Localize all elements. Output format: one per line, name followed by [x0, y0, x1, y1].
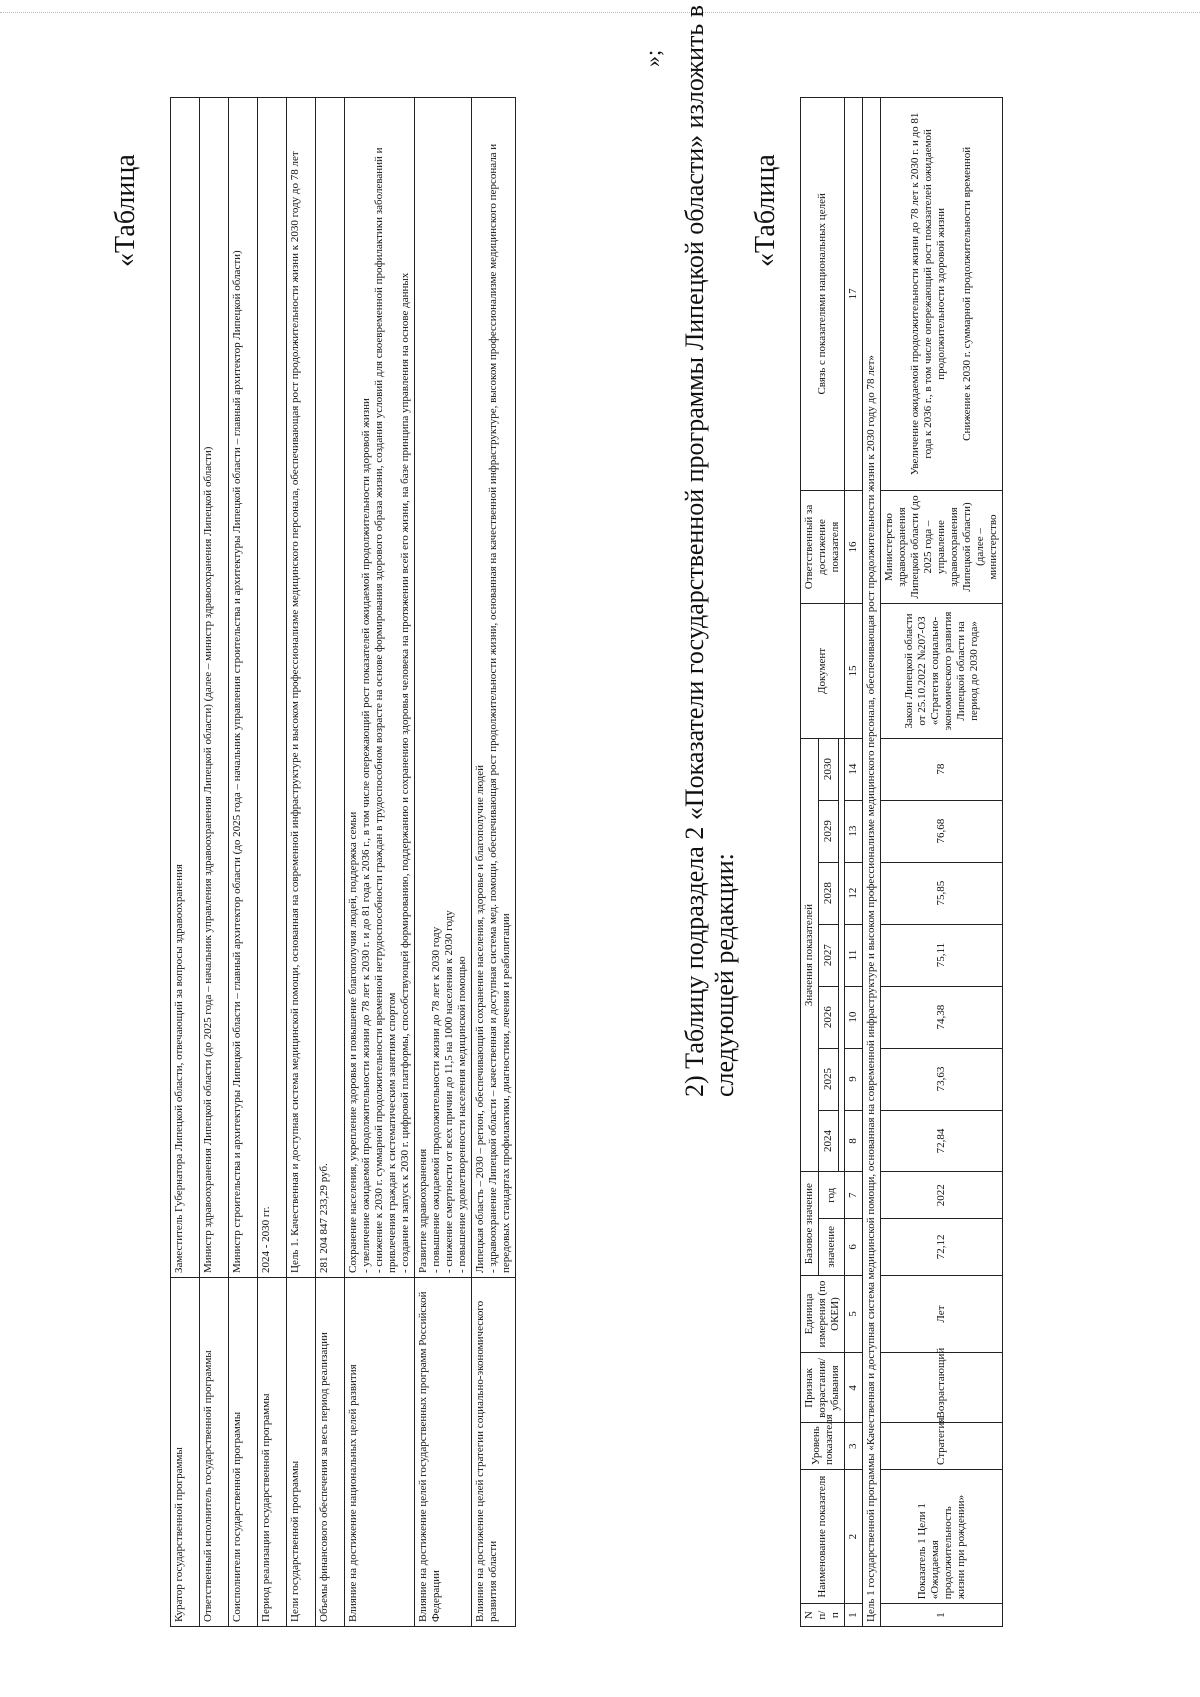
passport-value: Сохранение населения, укрепление здоровья и повышение благополучия людей, поддержка семьи - увеличение ожидаемой продолжительности жизни до 78 лет к 2030 г. и до 81 года к 2036 г., в том числе опережающий рост показателей ожидаемой продолжительности здоровой жизни - снижение к 2030 г. суммарной продолжительности временной нетрудоспособности граждан в трудоспособном возрасте на основе формирования здорового образа жизни, создания условий для своевременной профилактики заболеваний и привлечения граждан к систематическим занятиям спортом - создание и запуск к 2030 г. цифровой платформы, способствующей формированию, поддержанию и сохранению здоровья человека на протяжении всей его жизни, на базе принципа управления на основе данных	[345, 98, 415, 1278]
column-number: 10	[845, 986, 863, 1048]
program-passport-table	[170, 97, 516, 1627]
cell-val: 73,63	[881, 1048, 1003, 1110]
column-number: 14	[845, 738, 863, 800]
passport-value: 281 204 847 233,29 руб.	[316, 98, 345, 1278]
passport-value: Министр здравоохранения Липецкой области (до 2025 года – начальник управления здравоохранения Липецкой области) (далее – министр здравоохранения Липецкой области)	[200, 98, 229, 1278]
passport-value: Липецкая область – 2030 – регион, обеспечивающий сохранение населения, здоровье и благополучие людей - здравоохранение Липецкой области – качественная и доступная система мед. помощи, обеспечивающая рост продолжительности жизни, основанная на качественной инфраструктуре, высоком профессионализме медицинского персонала и передовых стандартах профилактики, диагностики, лечения и реабилитации	[472, 98, 516, 1278]
column-number-row	[845, 98, 863, 1627]
cell-val: 72,84	[881, 1110, 1003, 1172]
goal-row: Цель 1 государственной программы «Качественная и доступная система медицинской помощи, основанная на современной инфраструктуре и высоком профессионализме медицинского персонала, обеспечивающая рост продолжительности жизни к 2030 году до 78 лет»	[863, 98, 881, 1627]
passport-value: Цель 1. Качественная и доступная система медицинской помощи, основанная на современной инфраструктуре и высоком профессионализме медицинского персонала, обеспечивающая рост продолжительности жизни к 2030 году до 78 лет	[287, 98, 316, 1278]
column-number: 16	[845, 490, 863, 604]
cell-val: 75,11	[881, 924, 1003, 986]
column-number: 6	[845, 1218, 863, 1275]
passport-key: Ответственный исполнитель государственной программы	[200, 1278, 229, 1627]
column-number: 4	[845, 1353, 863, 1423]
column-number: 8	[845, 1110, 863, 1172]
column-number: 3	[845, 1423, 863, 1469]
table1-caption: «Таблица	[110, 154, 141, 267]
table1-close: »;	[640, 49, 665, 67]
passport-key: Цели государственной программы	[287, 1278, 316, 1627]
h-unit: Единица измерения (по ОКЕИ)	[801, 1275, 845, 1352]
h-year: 2028	[819, 862, 839, 924]
passport-value: Развитие здравоохранения - повышение ожидаемой продолжительности жизни до 78 лет к 2030 году - снижение смертности от всех причин до 11,5 на 1000 населения к 2030 году - повышение удовлетворенности населения медицинской помощью	[415, 98, 472, 1278]
h-sign: Признак возрастания/ убывания	[801, 1353, 845, 1423]
h-year: 2026	[819, 986, 839, 1048]
passport-key: Куратор государственной программы	[171, 1278, 200, 1627]
h-year: 2029	[819, 800, 839, 862]
h-link: Связь с показателями национальных целей	[801, 98, 845, 491]
passport-key: Влияние на достижение целей государственных программ Российской Федерации	[415, 1278, 472, 1627]
passport-row	[287, 98, 316, 1627]
cell-val: 74,38	[881, 986, 1003, 1048]
column-number: 9	[845, 1048, 863, 1110]
cell-sign: Возрастающий	[881, 1353, 1003, 1423]
h-resp: Ответственный за достижение показателя	[801, 490, 845, 604]
cell-link: Увеличение ожидаемой продолжительности жизни до 78 лет к 2030 г. и до 81 года к 2036 г., в том числе опережающий рост показателей ожидаемой продолжительности здоровой жизни Снижение к 2030 г. суммарной продолжительности временной	[881, 98, 1003, 491]
passport-key: Влияние на достижение национальных целей развития	[345, 1278, 415, 1627]
cell-val: 76,68	[881, 800, 1003, 862]
h-base-val: значение	[819, 1218, 845, 1275]
passport-row	[171, 98, 200, 1627]
passport-row	[415, 98, 472, 1627]
h-year: 2024	[819, 1110, 839, 1172]
column-number: 17	[845, 98, 863, 491]
h-year: 2025	[819, 1048, 839, 1110]
h-base-year: год	[819, 1172, 845, 1219]
cell-base-year: 2022	[881, 1172, 1003, 1219]
h-level: Уровень показателя	[801, 1423, 845, 1469]
cell-val: 78	[881, 738, 1003, 800]
column-number: 13	[845, 800, 863, 862]
cell-unit: Лет	[881, 1275, 1003, 1352]
column-number: 15	[845, 604, 863, 738]
cell-name: Показатель 1 Цели 1 «Ожидаемая продолжительность жизни при рождении»	[881, 1469, 1003, 1603]
column-number: 11	[845, 924, 863, 986]
h-n: N п/п	[801, 1604, 845, 1627]
passport-key: Влияние на достижение целей стратегии социально-экономического развития области	[472, 1278, 516, 1627]
table2-caption: «Таблица	[750, 154, 781, 267]
h-base: Базовое значение	[801, 1172, 819, 1275]
passport-value: Министр строительства и архитектуры Липецкой области – главный архитектор области (до 2025 года – начальник управления строительства и архитектуры Липецкой области – главный архитектор Липецкой области)	[229, 98, 258, 1278]
passport-row	[229, 98, 258, 1627]
h-year: 2030	[819, 738, 839, 800]
passport-value: Заместитель Губернатора Липецкой области, отвечающий за вопросы здравоохранения	[171, 98, 200, 1278]
cell-n: 1	[881, 1604, 1003, 1627]
column-number: 5	[845, 1275, 863, 1352]
passport-key: Объемы финансового обеспечения за весь период реализации	[316, 1278, 345, 1627]
column-number: 12	[845, 862, 863, 924]
passport-row	[316, 98, 345, 1627]
column-number: 2	[845, 1469, 863, 1603]
h-name: Наименование показателя	[801, 1469, 845, 1603]
h-year: 2027	[819, 924, 839, 986]
indicator-row	[881, 98, 1003, 1627]
cell-level: Стратегия	[881, 1423, 1003, 1469]
passport-row	[472, 98, 516, 1627]
indicators-table	[800, 97, 1003, 1627]
column-number: 7	[845, 1172, 863, 1219]
cell-resp: Министерство здравоохранения Липецкой области (до 2025 года – управление здравоохранения Липецкой области) (далее – министерство	[881, 490, 1003, 604]
cell-doc: Закон Липецкой области от 25.10.2022 №207-ОЗ «Стратегия социально-экономического развития Липецкой области на период до 2030 года»	[881, 604, 1003, 738]
column-number: 1	[845, 1604, 863, 1627]
h-values: Значения показателей	[801, 738, 819, 1172]
passport-row	[345, 98, 415, 1627]
cell-val: 75,85	[881, 862, 1003, 924]
passport-row	[258, 98, 287, 1627]
passport-key: Соисполнители государственной программы	[229, 1278, 258, 1627]
h-doc: Документ	[801, 604, 845, 738]
cell-base-val: 72,12	[881, 1218, 1003, 1275]
passport-value: 2024 - 2030 гг.	[258, 98, 287, 1278]
section-heading: 2) Таблицу подраздела 2 «Показатели государственной программы Липецкой области» изложить в следующей редакции:	[680, 4, 739, 1097]
passport-key: Период реализации государственной программы	[258, 1278, 287, 1627]
passport-row	[200, 98, 229, 1627]
